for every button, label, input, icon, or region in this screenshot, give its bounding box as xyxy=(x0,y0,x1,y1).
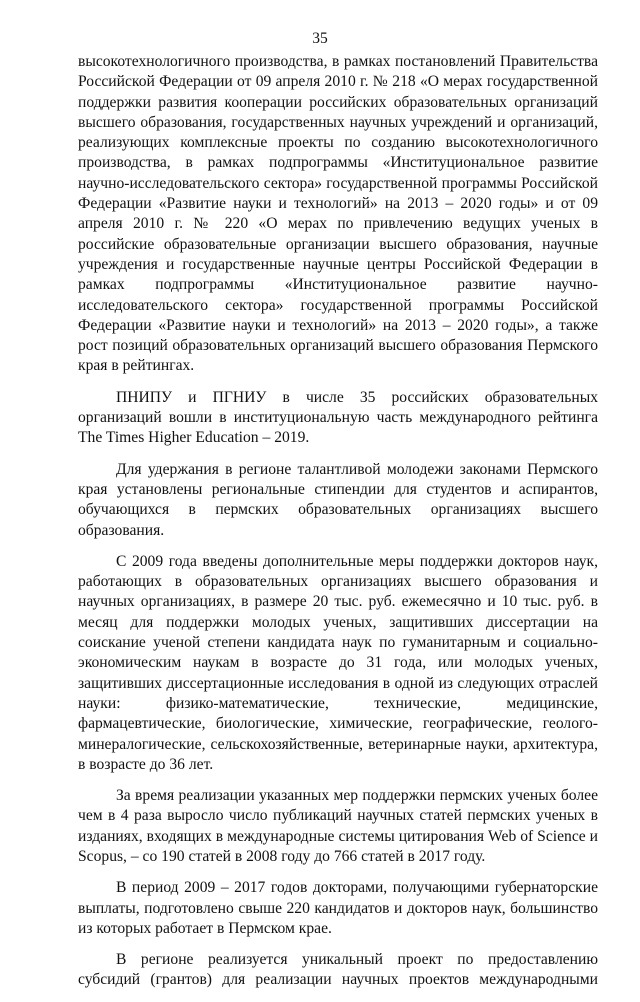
paragraph-candidates: В период 2009 – 2017 годов докторами, получающими губернаторские выплаты, подготовлено свыше 220 кандидатов и докторов наук, большинство из которых работает в Пермском крае. xyxy=(78,879,598,937)
document-body xyxy=(78,52,598,1002)
paragraph-support-measures: С 2009 года введены дополнительные меры поддержки докторов наук, работающих в образовательных организациях высшего образования и научных организациях, в размере 20 тыс. руб. ежемесячно и 10 тыс. руб. в месяц для поддержки молодых ученых, защитивших диссертации на соискание ученой степени кандидата наук по гуманитарным и социально-экономическим наукам в возрасте до 31 года, или молодых ученых, защитивших диссертационные исследования в одной из следующих отраслей науки: физико-математические, технические, медицинские, фармацевтические, биологические, химические, географические, геолого-минералогические, сельскохозяйственные, ветеринарные науки, архитектура, в возрасте до 36 лет. xyxy=(78,552,598,773)
paragraph-continuation: высокотехнологичного производства, в рамках постановлений Правительства Российской Федерации от 09 апреля 2010 г. № 218 «О мерах государственной поддержки развития кооперации российских образовательных организаций высшего образования, государственных научных учреждений и организаций, реализующих комплексные проекты по созданию высокотехнологичного производства, в рамках подпрограммы «Институциональное развитие научно-исследовательского сектора» государственной программы Российской Федерации «Развитие науки и технологий» на 2013 – 2020 годы» и от 09 апреля 2010 г. № 220 «О мерах по привлечению ведущих ученых в российские образовательные организации высшего образования, научные учреждения и государственные научные центры Российской Федерации в рамках подпрограммы «Институциональное развитие научно-исследовательского сектора» государственной программы Российской Федерации «Развитие науки и технологий» на 2013 – 2020 годы», а также рост позиций образовательных организаций высшего образования Пермского края в рейтингах. xyxy=(78,53,598,375)
page-number: 35 xyxy=(312,30,328,47)
paragraph-grants: В регионе реализуется уникальный проект по предоставлению субсидий (грантов) для реализации научных проектов международными xyxy=(78,951,598,989)
paragraph-rating: ПНИПУ и ПГНИУ в числе 35 российских образовательных организаций вошли в институциональную часть международного рейтинга The Times Higher Education – 2019. xyxy=(78,388,598,447)
paragraph-publications: За время реализации указанных мер поддержки пермских ученых более чем в 4 раза выросло число публикаций научных статей пермских ученых в изданиях, входящих в международные системы цитирования Web of Science и Scopus, – со 190 статей в 2008 году до 766 статей в 2017 году. xyxy=(78,787,598,865)
paragraph-scholarships: Для удержания в регионе талантливой молодежи законами Пермского края установлены региональные стипендии для студентов и аспирантов, обучающихся в пермских образовательных организациях высшего образования. xyxy=(78,460,598,539)
